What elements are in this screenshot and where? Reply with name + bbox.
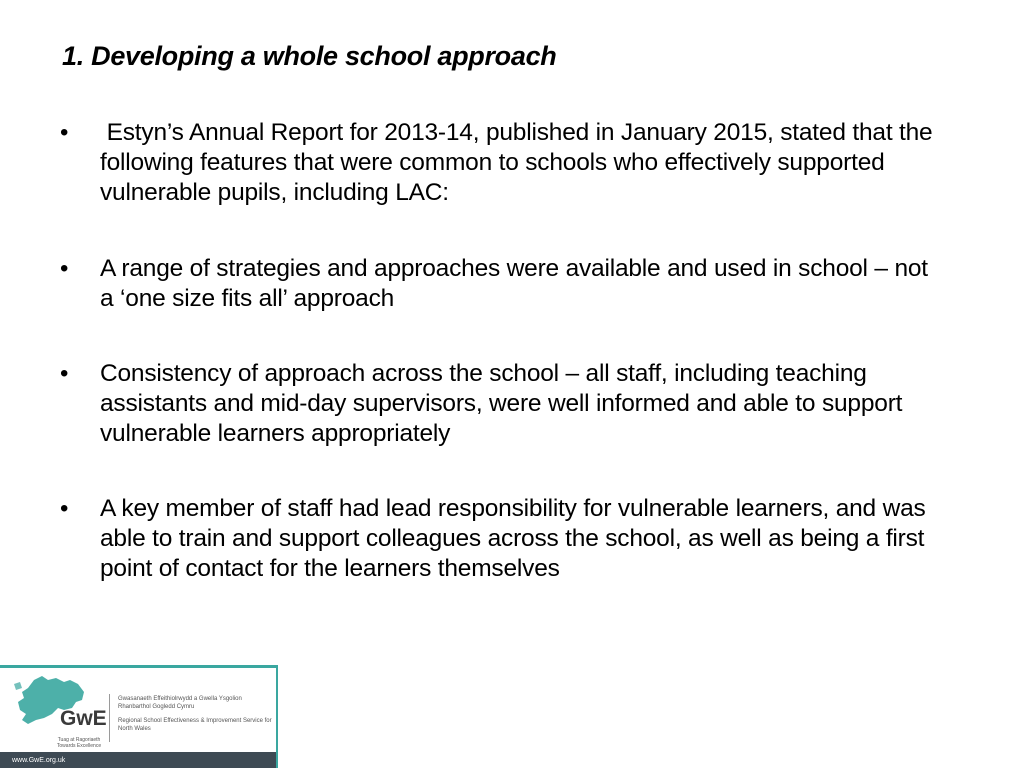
bullet-icon: • — [60, 119, 69, 146]
gwe-logo — [0, 665, 278, 768]
logo-wordmark: GwE — [60, 707, 107, 730]
bullet-icon: • — [60, 495, 69, 522]
slide-title: 1. Developing a whole school approach — [62, 41, 557, 71]
logo-tagline: Tuag at Ragoriaeth Towards Excellence — [56, 737, 102, 749]
bullet-text: Estyn’s Annual Report for 2013-14, published in January 2015, stated that the following features that were common to schools who effectively supported vulnerable pupils, including LAC: — [100, 119, 940, 206]
bullet-icon: • — [60, 360, 69, 387]
bullet-icon: • — [60, 255, 69, 282]
logo-description-english: Regional School Effectiveness & Improvement Service for North Wales — [118, 718, 272, 732]
bullet-text: Consistency of approach across the school – all staff, including teaching assistants and mid-day supervisors, were well informed and able to support vulnerable learners appropriately — [100, 360, 903, 447]
logo-divider — [109, 694, 110, 742]
logo-description-welsh: Gwasanaeth Effeithiolrwydd a Gwella Ysgolion Rhanbarthol Gogledd Cymru — [118, 696, 242, 710]
bullet-text: A key member of staff had lead responsibility for vulnerable learners, and was able to train and support colleagues across the school, as well as being a first point of contact for the learners themselves — [100, 495, 926, 582]
bullet-text: A range of strategies and approaches were available and used in school – not a ‘one size fits all’ approach — [100, 255, 928, 312]
logo-url: www.GwE.org.uk — [12, 757, 66, 764]
